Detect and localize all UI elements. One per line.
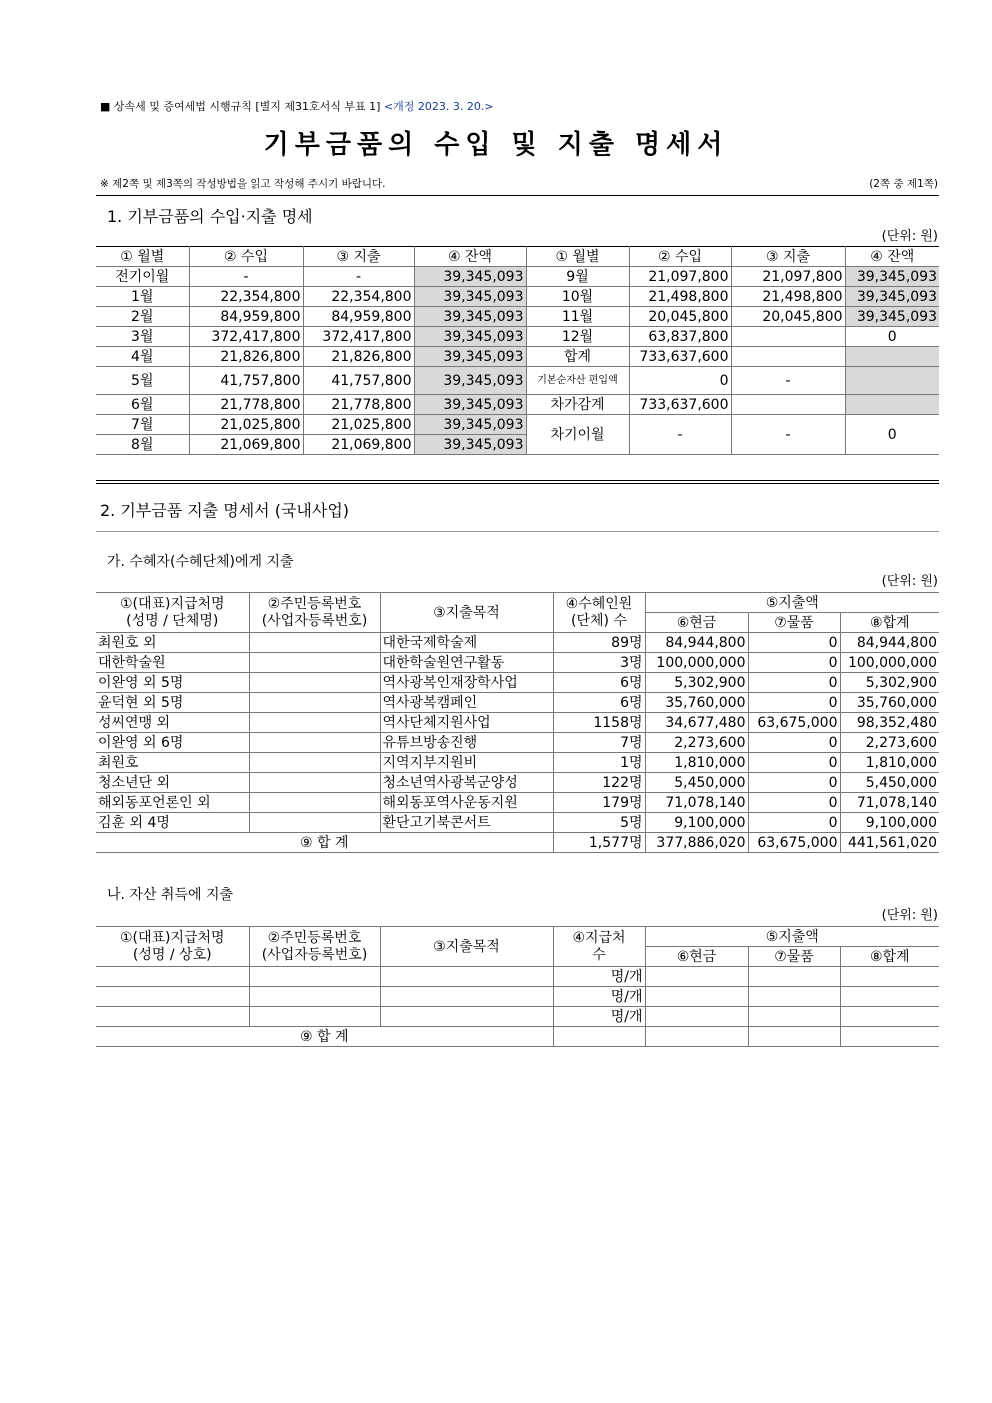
payee-cell: 대한학술원 — [96, 653, 249, 673]
col-amount-header: ⑤지출액 — [645, 927, 939, 947]
income-cell: 22,354,800 — [189, 287, 303, 307]
monthly-summary-table — [96, 246, 939, 455]
table-row — [96, 415, 939, 435]
balance-cell: 39,345,093 — [414, 367, 526, 395]
table-row — [96, 753, 939, 773]
col-cash-header: ⑥현금 — [645, 947, 748, 967]
purpose-cell — [380, 1007, 553, 1027]
total-cell — [840, 1007, 939, 1027]
reg-number-cell — [249, 653, 380, 673]
goods-cell — [748, 1007, 840, 1027]
header-cell: ④ 잔액 — [845, 247, 939, 267]
col-goods-header: ⑦물품 — [748, 613, 840, 633]
payee-cell: 김훈 외 4명 — [96, 813, 249, 833]
cash-cell: 34,677,480 — [645, 713, 748, 733]
goods-cell: 0 — [748, 633, 840, 653]
purpose-cell: 역사광복인재장학사업 — [380, 673, 553, 693]
month-cell: 기본순자산 편입액 — [526, 367, 629, 395]
total-cell: 9,100,000 — [840, 813, 939, 833]
purpose-cell: 대한학술원연구활동 — [380, 653, 553, 673]
expense-cell: - — [731, 415, 845, 455]
cash-cell: 2,273,600 — [645, 733, 748, 753]
header-divider — [96, 195, 939, 196]
col-count-header: ④지급처 수 — [553, 927, 645, 967]
income-cell: 41,757,800 — [189, 367, 303, 395]
month-cell: 합계 — [526, 347, 629, 367]
sum-total — [840, 1027, 939, 1047]
page-title: 기부금품의 수입 및 지출 명세서 — [263, 130, 729, 160]
month-cell: 전기이월 — [96, 267, 189, 287]
income-cell: 84,959,800 — [189, 307, 303, 327]
expense-cell: 41,757,800 — [303, 367, 414, 395]
purpose-cell: 역사광복캠페인 — [380, 693, 553, 713]
reg-number-cell — [249, 813, 380, 833]
expense-cell: 21,025,800 — [303, 415, 414, 435]
goods-cell: 0 — [748, 673, 840, 693]
cash-cell — [645, 967, 748, 987]
section2-title: 2. 기부금품 지출 명세서 (국내사업) — [100, 501, 350, 520]
income-cell: 21,097,800 — [629, 267, 731, 287]
balance-cell: 39,345,093 — [414, 327, 526, 347]
sum-cash: 377,886,020 — [645, 833, 748, 853]
expense-cell: 21,097,800 — [731, 267, 845, 287]
balance-cell: 39,345,093 — [414, 287, 526, 307]
table-row — [96, 693, 939, 713]
table-row — [96, 793, 939, 813]
balance-cell: 39,345,093 — [845, 307, 939, 327]
goods-cell: 63,675,000 — [748, 713, 840, 733]
purpose-cell: 역사단체지원사업 — [380, 713, 553, 733]
count-cell: 5명 — [553, 813, 645, 833]
table-row — [96, 673, 939, 693]
sum-label: ⑨ 합 계 — [96, 833, 553, 853]
subsection-b-unit: (단위: 원) — [881, 908, 938, 923]
table-row — [96, 987, 939, 1007]
purpose-cell: 해외동포역사운동지원 — [380, 793, 553, 813]
balance-cell: 39,345,093 — [414, 415, 526, 435]
cash-cell: 5,450,000 — [645, 773, 748, 793]
expense-cell — [731, 347, 845, 367]
purpose-cell: 청소년역사광복군양성 — [380, 773, 553, 793]
month-cell: 3월 — [96, 327, 189, 347]
header-cell: ④ 잔액 — [414, 247, 526, 267]
expense-cell: 21,069,800 — [303, 435, 414, 455]
goods-cell: 0 — [748, 793, 840, 813]
balance-cell: 39,345,093 — [845, 267, 939, 287]
expense-cell: - — [731, 367, 845, 395]
table-row — [96, 367, 939, 395]
balance-cell: 39,345,093 — [845, 287, 939, 307]
col-total-header: ⑧합계 — [840, 947, 939, 967]
month-cell: 8월 — [96, 435, 189, 455]
month-cell: 10월 — [526, 287, 629, 307]
balance-cell — [845, 347, 939, 367]
month-cell: 5월 — [96, 367, 189, 395]
payee-cell: 성씨연맹 외 — [96, 713, 249, 733]
balance-cell: 0 — [845, 327, 939, 347]
goods-cell: 0 — [748, 733, 840, 753]
balance-cell — [845, 367, 939, 395]
purpose-cell: 유튜브방송진행 — [380, 733, 553, 753]
col-payee-header: ①(대표)지급처명 (성명 / 상호) — [96, 927, 249, 967]
reg-number-cell — [249, 1007, 380, 1027]
table-row — [96, 267, 939, 287]
instruction-note: ※ 제2쪽 및 제3쪽의 작성방법을 읽고 작성해 주시기 바랍니다. — [100, 178, 386, 190]
balance-cell — [845, 395, 939, 415]
expense-cell: 372,417,800 — [303, 327, 414, 347]
table-row — [96, 287, 939, 307]
cash-cell: 100,000,000 — [645, 653, 748, 673]
reg-number-cell — [249, 693, 380, 713]
count-cell: 명/개 — [553, 987, 645, 1007]
total-cell: 71,078,140 — [840, 793, 939, 813]
count-cell: 3명 — [553, 653, 645, 673]
sum-total: 441,561,020 — [840, 833, 939, 853]
header-cell: ① 월별 — [96, 247, 189, 267]
balance-cell: 39,345,093 — [414, 395, 526, 415]
reg-number-cell — [249, 673, 380, 693]
asset-acquisition-table — [96, 926, 939, 1047]
purpose-cell: 지역지부지원비 — [380, 753, 553, 773]
month-cell: 11월 — [526, 307, 629, 327]
count-cell: 명/개 — [553, 967, 645, 987]
income-cell: 21,778,800 — [189, 395, 303, 415]
sum-label: ⑨ 합 계 — [96, 1027, 553, 1047]
count-cell: 7명 — [553, 733, 645, 753]
subsection-a-title: 가. 수혜자(수혜단체)에게 지출 — [107, 554, 294, 570]
month-cell: 9월 — [526, 267, 629, 287]
balance-cell: 39,345,093 — [414, 267, 526, 287]
col-total-header: ⑧합계 — [840, 613, 939, 633]
month-cell: 차기이월 — [526, 415, 629, 455]
table-row — [96, 307, 939, 327]
beneficiary-expense-table — [96, 592, 939, 853]
reg-number-cell — [249, 733, 380, 753]
cash-cell — [645, 987, 748, 1007]
cash-cell: 5,302,900 — [645, 673, 748, 693]
header-cell: ③ 지출 — [731, 247, 845, 267]
total-cell: 98,352,480 — [840, 713, 939, 733]
count-cell: 179명 — [553, 793, 645, 813]
section1-bottom-rule-1 — [96, 480, 939, 481]
reg-number-cell — [249, 987, 380, 1007]
count-cell: 89명 — [553, 633, 645, 653]
purpose-cell: 대한국제학술제 — [380, 633, 553, 653]
cash-cell: 1,810,000 — [645, 753, 748, 773]
month-cell: 7월 — [96, 415, 189, 435]
sum-row — [96, 833, 939, 853]
income-cell: 372,417,800 — [189, 327, 303, 347]
income-cell: 0 — [629, 367, 731, 395]
income-cell: - — [629, 415, 731, 455]
goods-cell: 0 — [748, 753, 840, 773]
sum-goods — [748, 1027, 840, 1047]
payee-cell: 이완영 외 5명 — [96, 673, 249, 693]
reg-number-cell — [249, 773, 380, 793]
expense-cell — [731, 395, 845, 415]
reg-number-cell — [249, 633, 380, 653]
cash-cell: 35,760,000 — [645, 693, 748, 713]
reg-number-cell — [249, 753, 380, 773]
section2-divider — [96, 531, 939, 532]
count-cell: 122명 — [553, 773, 645, 793]
payee-cell — [96, 1007, 249, 1027]
count-cell: 6명 — [553, 673, 645, 693]
balance-cell: 39,345,093 — [414, 307, 526, 327]
goods-cell — [748, 987, 840, 1007]
month-cell: 1월 — [96, 287, 189, 307]
sum-row — [96, 1027, 939, 1047]
total-cell: 35,760,000 — [840, 693, 939, 713]
income-cell: 733,637,600 — [629, 395, 731, 415]
month-cell: 12월 — [526, 327, 629, 347]
payee-cell — [96, 967, 249, 987]
income-cell: 21,498,800 — [629, 287, 731, 307]
sum-goods: 63,675,000 — [748, 833, 840, 853]
total-cell: 2,273,600 — [840, 733, 939, 753]
table-row — [96, 967, 939, 987]
expense-cell: 22,354,800 — [303, 287, 414, 307]
balance-cell: 0 — [845, 415, 939, 455]
section1-title: 1. 기부금품의 수입·지출 명세 — [107, 207, 313, 226]
total-cell: 84,944,800 — [840, 633, 939, 653]
expense-cell: 21,826,800 — [303, 347, 414, 367]
month-cell: 6월 — [96, 395, 189, 415]
col-purpose-header: ③지출목적 — [380, 927, 553, 967]
purpose-cell — [380, 967, 553, 987]
page-info: (2쪽 중 제1쪽) — [869, 178, 938, 190]
table-row — [96, 733, 939, 753]
balance-cell: 39,345,093 — [414, 435, 526, 455]
table-row — [96, 813, 939, 833]
total-cell: 1,810,000 — [840, 753, 939, 773]
col-purpose-header: ③지출목적 — [380, 593, 553, 633]
col-amount-header: ⑤지출액 — [645, 593, 939, 613]
income-cell: 63,837,800 — [629, 327, 731, 347]
total-cell: 5,450,000 — [840, 773, 939, 793]
reg-number-cell — [249, 713, 380, 733]
total-cell — [840, 987, 939, 1007]
balance-cell: 39,345,093 — [414, 347, 526, 367]
income-cell: 21,025,800 — [189, 415, 303, 435]
count-cell: 1명 — [553, 753, 645, 773]
col-cash-header: ⑥현금 — [645, 613, 748, 633]
table-row — [96, 395, 939, 415]
revision-date: <개정 2023. 3. 20.> — [383, 100, 494, 113]
col-reg-header: ②주민등록번호 (사업자등록번호) — [249, 927, 380, 967]
month-cell: 4월 — [96, 347, 189, 367]
col-count-header: ④수혜인원 (단체) 수 — [553, 593, 645, 633]
header-cell: ① 월별 — [526, 247, 629, 267]
income-cell: 733,637,600 — [629, 347, 731, 367]
table-row — [96, 1007, 939, 1027]
month-cell: 차가감계 — [526, 395, 629, 415]
sum-count — [553, 1027, 645, 1047]
section1-unit: (단위: 원) — [881, 229, 938, 244]
form-reference — [100, 98, 494, 114]
payee-cell: 해외동포언론인 외 — [96, 793, 249, 813]
reg-number-cell — [249, 967, 380, 987]
table-row — [96, 653, 939, 673]
count-cell: 명/개 — [553, 1007, 645, 1027]
cash-cell: 9,100,000 — [645, 813, 748, 833]
goods-cell: 0 — [748, 653, 840, 673]
header-cell: ② 수입 — [189, 247, 303, 267]
income-cell: 20,045,800 — [629, 307, 731, 327]
total-cell: 100,000,000 — [840, 653, 939, 673]
goods-cell: 0 — [748, 813, 840, 833]
subsection-b-title: 나. 자산 취득에 지출 — [107, 887, 233, 903]
sum-count: 1,577명 — [553, 833, 645, 853]
sum-cash — [645, 1027, 748, 1047]
table-row — [96, 773, 939, 793]
purpose-cell — [380, 987, 553, 1007]
income-cell: 21,069,800 — [189, 435, 303, 455]
expense-cell: - — [303, 267, 414, 287]
col-goods-header: ⑦물품 — [748, 947, 840, 967]
table-row — [96, 327, 939, 347]
payee-cell: 청소년단 외 — [96, 773, 249, 793]
table-row — [96, 347, 939, 367]
income-cell: 21,826,800 — [189, 347, 303, 367]
total-cell: 5,302,900 — [840, 673, 939, 693]
col-reg-header: ②주민등록번호 (사업자등록번호) — [249, 593, 380, 633]
payee-cell: 이완영 외 6명 — [96, 733, 249, 753]
goods-cell: 0 — [748, 693, 840, 713]
payee-cell — [96, 987, 249, 1007]
header-cell: ③ 지출 — [303, 247, 414, 267]
table-row — [96, 633, 939, 653]
payee-cell: 최원호 — [96, 753, 249, 773]
goods-cell — [748, 967, 840, 987]
month-cell: 2월 — [96, 307, 189, 327]
expense-cell: 20,045,800 — [731, 307, 845, 327]
expense-cell: 84,959,800 — [303, 307, 414, 327]
count-cell: 6명 — [553, 693, 645, 713]
goods-cell: 0 — [748, 773, 840, 793]
purpose-cell: 환단고기북콘서트 — [380, 813, 553, 833]
table-row — [96, 713, 939, 733]
income-cell: - — [189, 267, 303, 287]
cash-cell — [645, 1007, 748, 1027]
reg-number-cell — [249, 793, 380, 813]
header-cell: ② 수입 — [629, 247, 731, 267]
cash-cell: 84,944,800 — [645, 633, 748, 653]
payee-cell: 윤덕현 외 5명 — [96, 693, 249, 713]
subsection-a-unit: (단위: 원) — [881, 574, 938, 589]
count-cell: 1158명 — [553, 713, 645, 733]
expense-cell: 21,498,800 — [731, 287, 845, 307]
cash-cell: 71,078,140 — [645, 793, 748, 813]
col-payee-header: ①(대표)지급처명 (성명 / 단체명) — [96, 593, 249, 633]
section1-bottom-rule-2 — [96, 483, 939, 484]
form-ref-text: ■ 상속세 및 증여세법 시행규칙 [별지 제31호서식 부표 1] — [100, 100, 381, 113]
expense-cell: 21,778,800 — [303, 395, 414, 415]
expense-cell — [731, 327, 845, 347]
payee-cell: 최원호 외 — [96, 633, 249, 653]
total-cell — [840, 967, 939, 987]
